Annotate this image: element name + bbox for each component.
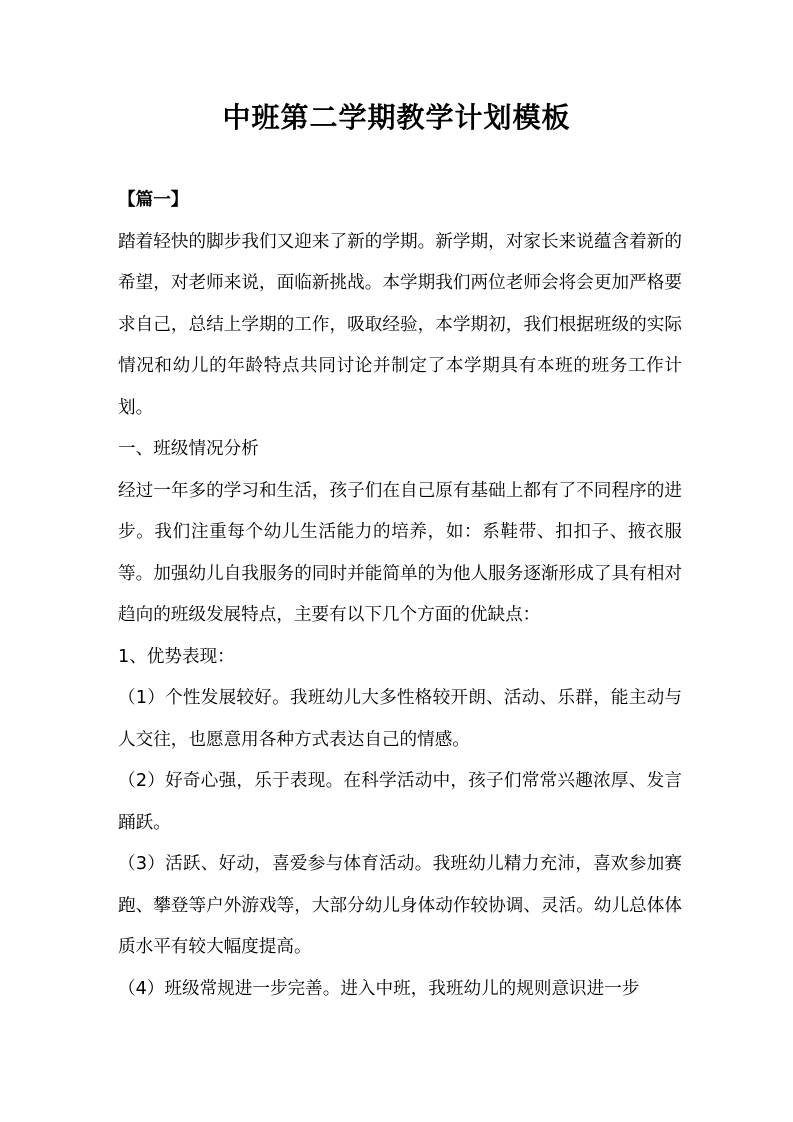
- intro-paragraph: 踏着轻快的脚步我们又迎来了新的学期。新学期，对家长来说蕴含着新的希望，对老师来说，面临新挑战。本学期我们两位老师会将会更加严格要求自己，总结上学期的工作，吸取经验，本学期初，我们根据班级的实际情况和幼儿的年龄特点共同讨论并制定了本学期具有本班的班务工作计划。: [118, 231, 682, 418]
- advantage-item-1: （1）个性发展较好。我班幼儿大多性格较开朗、活动、乐群，能主动与人交往，也愿意用各种方式表达自己的情感。: [118, 688, 682, 750]
- document-body: [118, 180, 682, 1010]
- section-label: 【篇一】: [118, 190, 189, 210]
- advantage-item-2: （2）好奇心强，乐于表现。在科学活动中，孩子们常常兴趣浓厚、发言踊跃。: [118, 771, 682, 833]
- advantage-item-4: （4）班级常规进一步完善。进入中班，我班幼儿的规则意识进一步: [118, 978, 640, 999]
- heading-class-analysis: 一、班级情况分析: [118, 439, 259, 459]
- class-analysis-paragraph: 经过一年多的学习和生活，孩子们在自己原有基础上都有了不同程序的进步。我们注重每个幼儿生活能力的培养，如：系鞋带、扣扣子、掖衣服等。加强幼儿自我服务的同时并能简单的为他人服务逐渐形成了具有相对趋向的班级发展特点，主要有以下几个方面的优缺点：: [118, 480, 682, 625]
- document-title: 中班第二学期教学计划模板: [222, 101, 571, 134]
- heading-advantages: 1、优势表现：: [118, 646, 235, 667]
- advantage-item-3: （3）活跃、好动，喜爱参与体育活动。我班幼儿精力充沛，喜欢参加赛跑、攀登等户外游戏等，大部分幼儿身体动作较协调、灵活。幼儿总体体质水平有较大幅度提高。: [118, 854, 682, 957]
